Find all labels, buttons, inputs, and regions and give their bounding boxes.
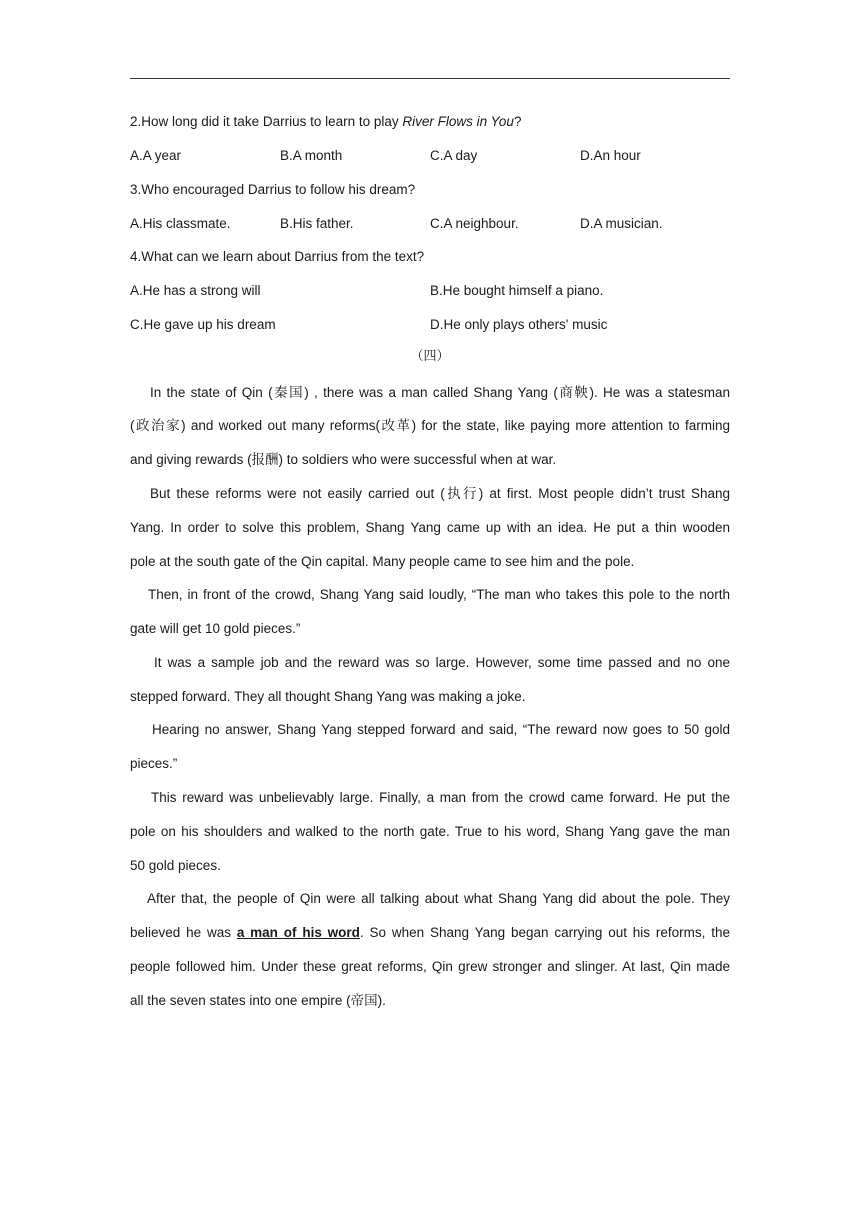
question-4: 4.What can we learn about Darrius from the text? (130, 249, 425, 264)
passage-line: stepped forward. They all thought Shang Yang was making a joke. (130, 689, 526, 704)
passage-line: pole on his shoulders and walked to the north gate. True to his word, Shang Yang gave the man (130, 824, 730, 839)
option-d[interactable]: D.A musician. (580, 216, 663, 231)
passage-text: believed he was (130, 925, 237, 940)
passage-text: . So when Shang Yang began carrying out his reforms, the (359, 925, 730, 940)
question-mark: ? (513, 114, 522, 129)
passage-line: Yang. In order to solve this problem, Shang Yang came up with an idea. He put a thin wooden (130, 520, 730, 535)
passage-line: pole at the south gate of the Qin capital. Many people came to see him and the pole. (130, 554, 635, 569)
option-d[interactable]: D.An hour (580, 148, 641, 163)
question-2 (130, 112, 730, 132)
underlined-phrase: a man of his word (236, 925, 360, 940)
option-b[interactable]: B.He bought himself a piano. (430, 283, 604, 298)
option-c[interactable]: C.A neighbour. (430, 216, 519, 231)
passage-line (130, 923, 730, 943)
passage-line: But these reforms were not easily carried out (执行) at first. Most people didn’t trust Shang (150, 486, 730, 501)
option-c[interactable]: C.He gave up his dream (130, 317, 276, 332)
option-b[interactable]: B.A month (280, 148, 343, 163)
option-a[interactable]: A.A year (130, 148, 182, 163)
passage-line: (政治家) and worked out many reforms(改革) for the state, like paying more attention to farming (130, 418, 730, 433)
header-rule (130, 78, 730, 79)
passage-line: gate will get 10 gold pieces.” (130, 621, 301, 636)
option-d[interactable]: D.He only plays others' music (430, 317, 608, 332)
passage-line: This reward was unbelievably large. Finally, a man from the crowd came forward. He put the (151, 790, 730, 805)
passage-line: Then, in front of the crowd, Shang Yang said loudly, “The man who takes this pole to the north (148, 587, 730, 602)
option-c[interactable]: C.A day (430, 148, 478, 163)
passage-line: people followed him. Under these great reforms, Qin grew stronger and slinger. At last, Qin made (130, 959, 730, 974)
passage-line: In the state of Qin (秦国) , there was a man called Shang Yang (商鞅). He was a statesman (150, 385, 730, 400)
passage-line: 50 gold pieces. (130, 858, 221, 873)
passage-line: After that, the people of Qin were all talking about what Shang Yang did about the pole. They (147, 891, 730, 906)
option-a[interactable]: A.His classmate. (130, 216, 231, 231)
question-3: 3.Who encouraged Darrius to follow his dream? (130, 182, 416, 197)
passage-line: Hearing no answer, Shang Yang stepped forward and said, “The reward now goes to 50 gold (152, 722, 730, 737)
passage-line: all the seven states into one empire (帝国). (130, 993, 386, 1008)
passage-line: and giving rewards (报酬) to soldiers who were successful when at war. (130, 452, 557, 467)
option-a[interactable]: A.He has a strong will (130, 283, 261, 298)
question-text: 2.How long did it take Darrius to learn to play (130, 114, 403, 129)
option-b[interactable]: B.His father. (280, 216, 354, 231)
passage-line: It was a sample job and the reward was so large. However, some time passed and no one (154, 655, 730, 670)
song-title: River Flows in You (402, 114, 514, 129)
passage-line: pieces.” (130, 756, 178, 771)
section-title: （四） (410, 349, 450, 364)
